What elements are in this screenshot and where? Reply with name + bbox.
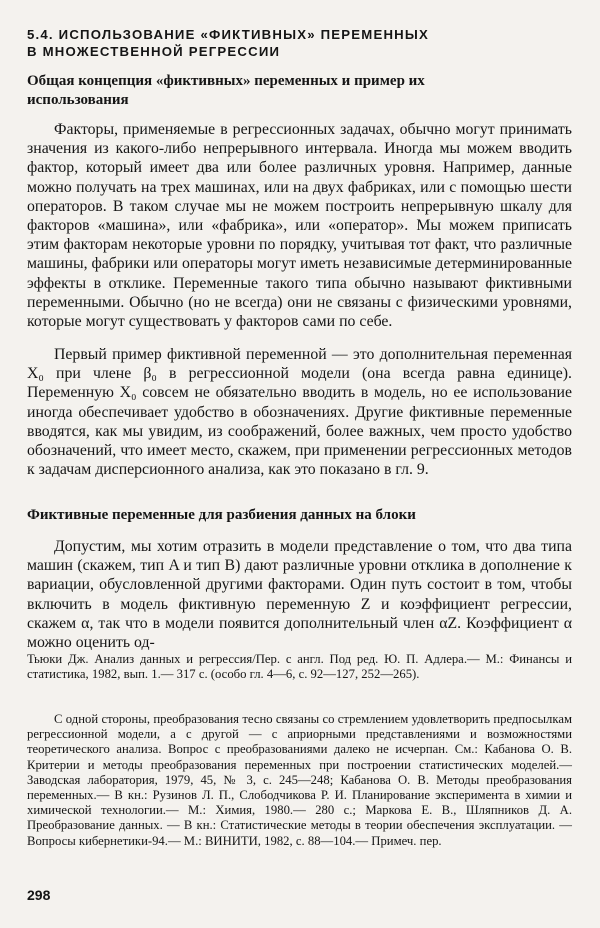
paragraph-factors: Факторы, применяемые в регрессионных задачах, обычно могут принимать значения из какого-либо непрерывного интервала. Иногда мы можем вводить фактор, который имеет два или более различных уровня. Например, данные можно получать на трех машинах, или на двух фабриках, или с помощью шести операторов. В таком случае мы не можем построить непрерывную шкалу для факторов «машина», или «фабрика», или «оператор». Мы можем приписать этим факторам некоторые уровни по порядку, учитывая тот факт, что различные машины, фабрики или операторы могут иметь независимые детерминированные эффекты в отклике. Переменные такого типа обычно называют фиктивными переменными. Обычно (но не всегда) они не связаны с физическими уровнями, которые могут существовать у факторов сами по себе. — [27, 121, 572, 331]
subsection-heading-blocks: Фиктивные переменные для разбиения данных на блоки — [27, 507, 416, 523]
section-title-line-2: В МНОЖЕСТВЕННОЙ РЕГРЕССИИ — [27, 44, 281, 59]
subsection-heading-line-1: Общая концепция «фиктивных» переменных и пример их — [27, 73, 425, 89]
subsection-heading-concept — [27, 72, 572, 110]
paragraph-first-example: Первый пример фиктивной переменной — это дополнительная переменная X₀ при члене β₀ в регрессионной модели (она всегда равна единице). Переменную X₀ совсем не обязательно вводить в модель, но ее использование иногда обеспечивает удобство в обозначениях. Другие фиктивные переменные вводятся, как мы увидим, из соображений, более важных, чем просто удобство обозначений, что имеет место, скажем, при применении регрессионных методов к задачам дисперсионного анализа, как это показано в гл. 9. — [27, 346, 572, 479]
footnote-tukey: Тьюки Дж. Анализ данных и регрессия/Пер. с англ. Под ред. Ю. П. Адлера.— М.: Финансы и статистика, 1982, вып. 1.— 317 с. (особо гл. 4—6, с. 92—127, 252—265). — [27, 652, 572, 682]
section-title — [27, 26, 572, 60]
subsection-heading-line-2: использования — [27, 92, 129, 108]
paragraph-machines: Допустим, мы хотим отразить в модели представление о том, что два типа машин (скажем, тип A и тип B) дают различные уровни отклика в дополнение к вариации, обусловленной другими факторами. Один путь состоит в том, чтобы включить в модель фиктивную переменную Z и коэффициент регрессии, скажем α, так что в модели появится дополнительный член αZ. Коэффициент α можно оценить од- — [27, 538, 572, 652]
footnote-translator-note: С одной стороны, преобразования тесно связаны со стремлением удовлетворить предпосылкам регрессионной модели, а с другой — с априорными представлениями и возможностями теоретического анализа. Вопрос с преобразованиями далеко не исчерпан. См.: Кабанова О. В. Критерии и методы преобразования переменных при построении статистических моделей.— Заводская лаборатория, 1979, 45, № 3, с. 245—248; Кабанова О. В. Методы преобразования переменных.— В кн.: Рузинов Л. П., Слободчикова Р. И. Планирование эксперимента в химии и химической технологии.— М.: Химия, 1980.— 280 с.; Маркова Е. В., Шляпников Д. А. Преобразование данных. — В кн.: Статистические методы в теории обеспечения эксплуатации. — Вопросы кибернетики-94.— М.: ВИНИТИ, 1982, с. 88—104.— Примеч. пер. — [27, 712, 572, 848]
section-title-line-1: 5.4. ИСПОЛЬЗОВАНИЕ «ФИКТИВНЫХ» ПЕРЕМЕННЫХ — [27, 27, 430, 42]
page-number: 298 — [27, 887, 51, 903]
